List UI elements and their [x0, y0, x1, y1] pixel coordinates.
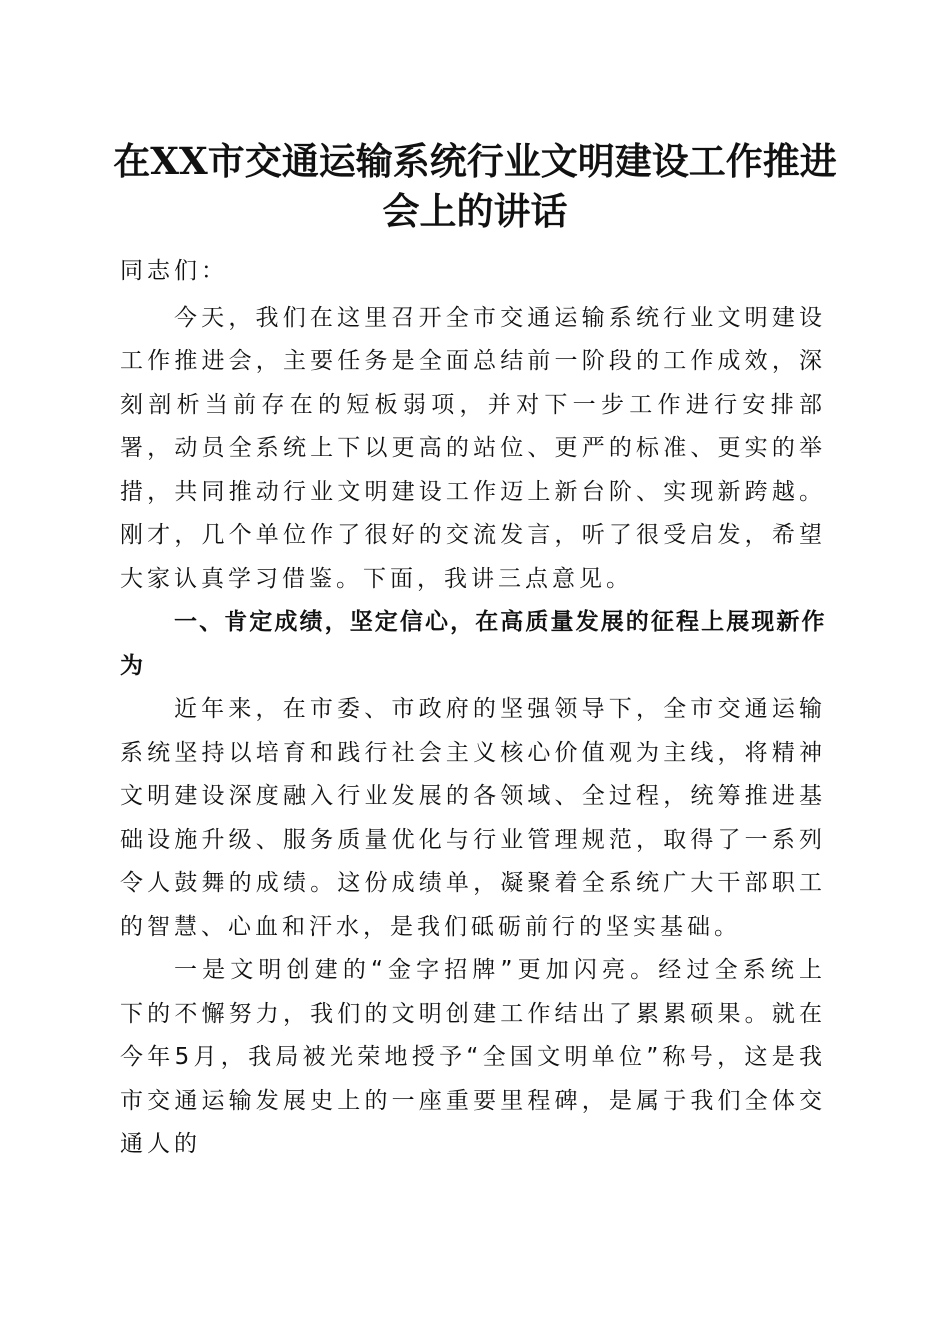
title-line-2: 会上的讲话 [382, 189, 568, 233]
document-body [120, 250, 826, 1167]
paragraph-intro: 今天，我们在这里召开全市交通运输系统行业文明建设工作推进会，主要任务是全面总结前一阶段的工作成效，深刻剖析当前存在的短板弱项，并对下一步工作进行安排部署，动员全系统上下以更高的站位、更严的标准、更实的举措，共同推动行业文明建设工作迈上新台阶、实现新跨越。刚才，几个单位作了很好的交流发言，听了很受启发，希望大家认真学习借鉴。下面，我讲三点意见。 [120, 304, 826, 592]
paragraph-achievements: 近年来，在市委、市政府的坚强领导下，全市交通运输系统坚持以培育和践行社会主义核心价值观为主线，将精神文明建设深度融入行业发展的各领域、全过程，统筹推进基础设施升级、服务质量优化与行业管理规范，取得了一系列令人鼓舞的成绩。这份成绩单，凝聚着全系统广大干部职工的智慧、心血和汗水，是我们砥砺前行的坚实基础。 [120, 696, 826, 940]
title-line-1: 在XX市交通运输系统行业文明建设工作推进 [113, 139, 837, 183]
section-heading-1: 一、肯定成绩，坚定信心，在高质量发展的征程上展现新作为 [120, 609, 826, 679]
salutation: 同志们： [120, 258, 228, 284]
paragraph-point-1: 一是文明创建的“金字招牌”更加闪亮。经过全系统上下的不懈努力，我们的文明创建工作结出了累累硕果。就在今年5月，我局被光荣地授予“全国文明单位”称号，这是我市交通运输发展史上的一座重要里程碑，是属于我们全体交通人的 [120, 957, 826, 1157]
document-title [110, 136, 840, 236]
